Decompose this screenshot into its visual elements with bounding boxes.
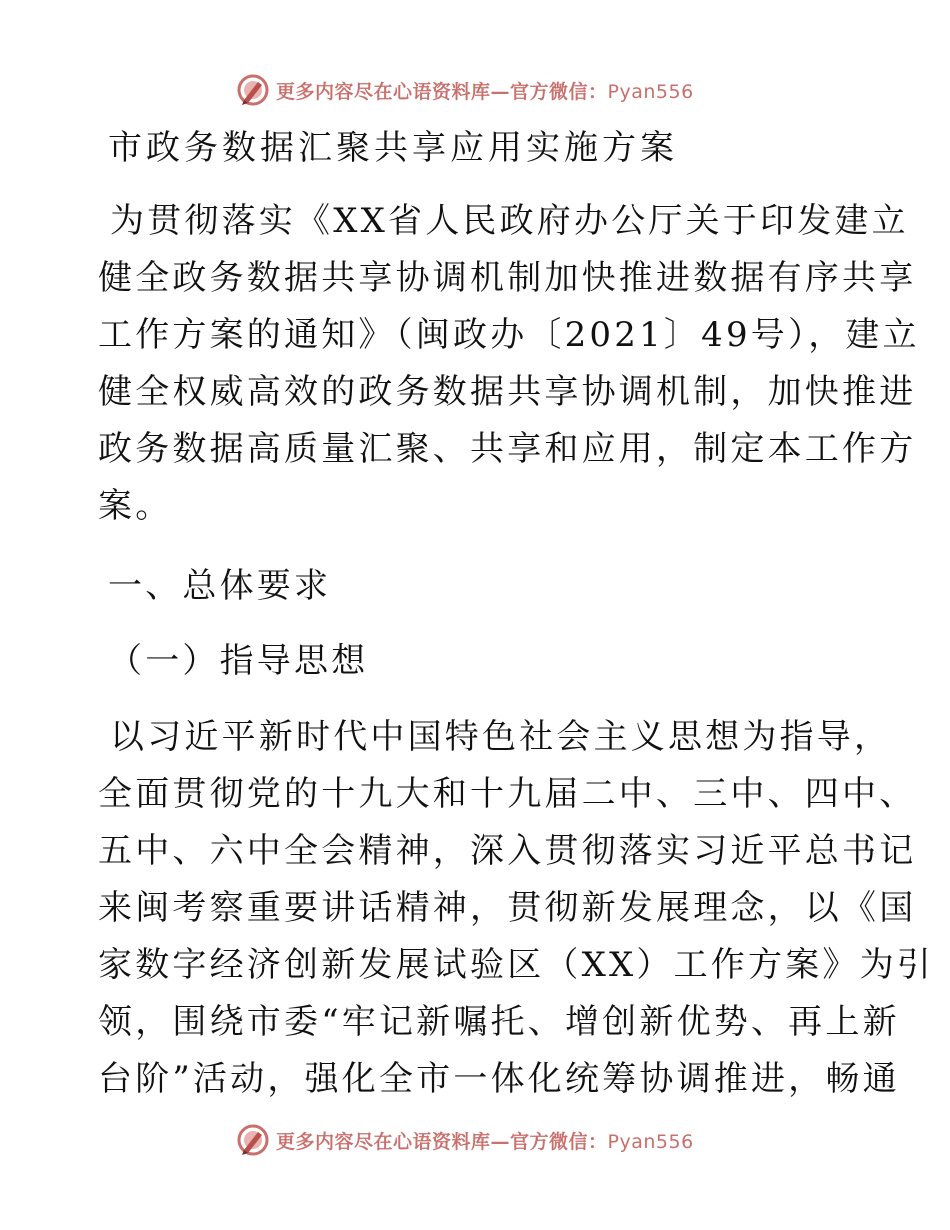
watermark-header	[236, 72, 694, 108]
watermark-id: Pyan556	[607, 1130, 694, 1153]
pen-logo-icon	[236, 1123, 270, 1157]
body-line: 家数字经济创新发展试验区（XX）工作方案》为引	[98, 945, 935, 985]
document-title: 市政务数据汇聚共享应用实施方案	[108, 128, 678, 168]
intro-line: 健全政务数据共享协调机制加快推进数据有序共享	[98, 258, 917, 298]
body-line: 来闽考察重要讲话精神，贯彻新发展理念，以《国	[98, 888, 917, 928]
body-line: 领，围绕市委“牢记新嘱托、增创新优势、再上新	[98, 1002, 900, 1042]
body-line: 五中、六中全会精神，深入贯彻落实习近平总书记	[98, 831, 917, 871]
body-line: 台阶”活动，强化全市一体化统筹协调推进，畅通	[98, 1059, 900, 1099]
watermark-footer	[236, 1122, 694, 1158]
pen-logo-icon	[236, 73, 270, 107]
intro-line: 案。	[98, 486, 173, 526]
intro-line: 政务数据高质量汇聚、共享和应用，制定本工作方	[98, 429, 917, 469]
body-line: 以习近平新时代中国特色社会主义思想为指导，	[110, 717, 892, 757]
watermark-text: 更多内容尽在心语资料库—官方微信：	[276, 1130, 608, 1153]
subsection-heading: （一）指导思想	[108, 641, 369, 681]
intro-line: 工作方案的通知》（闽政办〔2021〕49号），建立	[98, 315, 920, 355]
watermark-text: 更多内容尽在心语资料库—官方微信：	[276, 80, 608, 103]
watermark-id: Pyan556	[607, 80, 694, 103]
body-line: 全面贯彻党的十九大和十九届二中、三中、四中、	[98, 774, 917, 814]
intro-line: 为贯彻落实《XX省人民政府办公厅关于印发建立	[110, 201, 909, 241]
section-heading: 一、总体要求	[108, 566, 332, 606]
intro-line: 健全权威高效的政务数据共享协调机制，加快推进	[98, 372, 917, 412]
